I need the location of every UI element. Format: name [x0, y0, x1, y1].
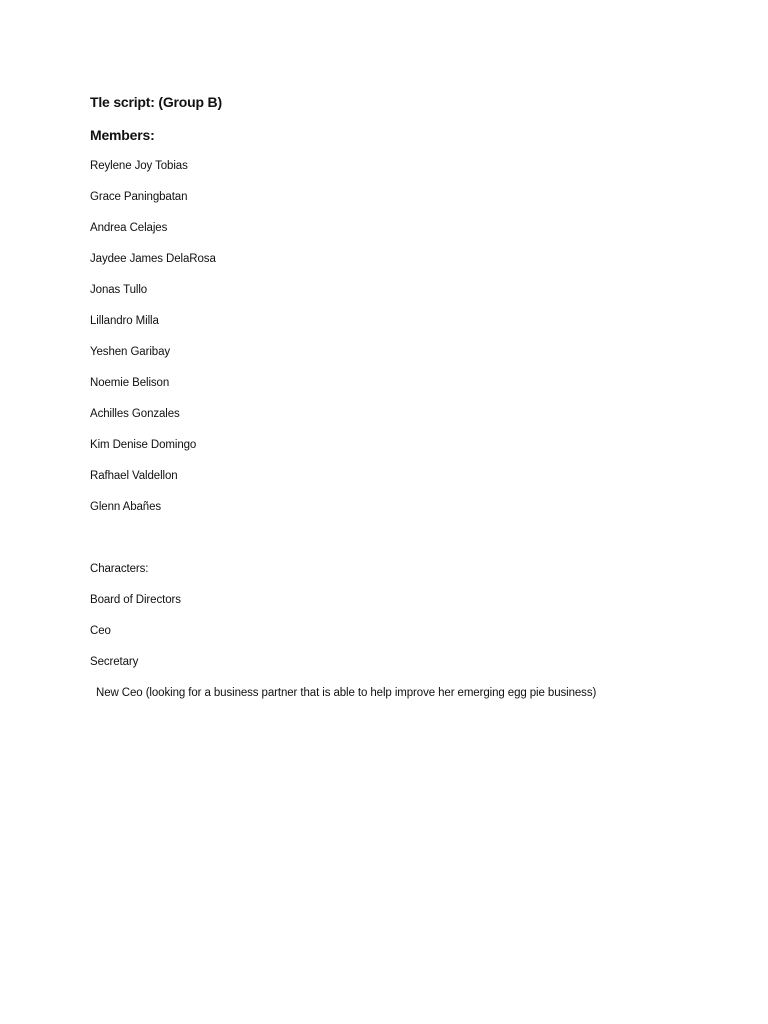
character-name: Board of Directors	[90, 594, 181, 606]
member-name: Grace Paningbatan	[90, 191, 188, 203]
characters-heading: Characters:	[90, 563, 149, 575]
member-name: Rafhael Valdellon	[90, 470, 178, 482]
character-name: Ceo	[90, 625, 111, 637]
member-name: Noemie Belison	[90, 377, 170, 389]
character-name: Secretary	[90, 656, 139, 668]
member-name: Achilles Gonzales	[90, 408, 180, 420]
member-name: Andrea Celajes	[90, 222, 168, 234]
member-name: Jaydee James DelaRosa	[90, 253, 216, 265]
member-name: Lillandro Milla	[90, 315, 159, 327]
member-name: Yeshen Garibay	[90, 346, 171, 358]
document-title: Tle script: (Group B)	[90, 94, 222, 110]
member-name: Glenn Abañes	[90, 501, 162, 513]
member-name: Jonas Tullo	[90, 284, 148, 296]
character-description: New Ceo (looking for a business partner that is able to help improve her emerging egg pie business)	[96, 687, 597, 699]
member-name: Kim Denise Domingo	[90, 439, 197, 451]
member-name: Reylene Joy Tobias	[90, 160, 188, 172]
members-heading: Members:	[90, 127, 155, 143]
